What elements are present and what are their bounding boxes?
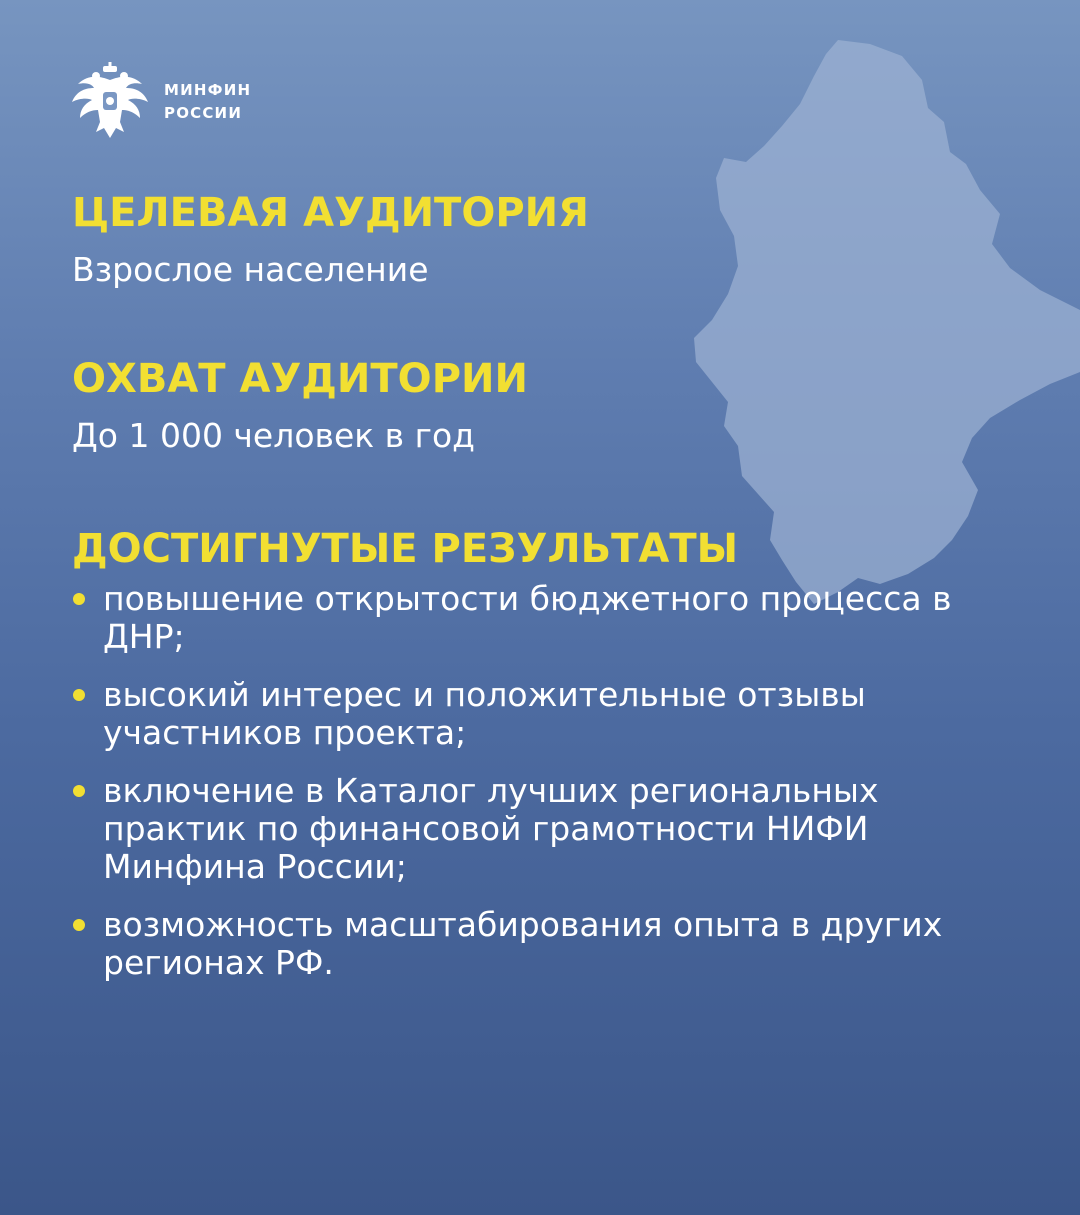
- double-headed-eagle-icon: [70, 62, 150, 142]
- reach-section: [72, 354, 952, 458]
- ministry-name-line2: РОССИИ: [164, 104, 243, 122]
- result-text: включение в Каталог лучших региональных практик по финансовой грамотности НИФИ Минфина России;: [103, 771, 879, 886]
- ministry-name: [164, 79, 251, 125]
- bullet-icon: [73, 785, 85, 797]
- result-text: возможность масштабирования опыта в других регионах РФ.: [103, 905, 943, 982]
- audience-value: Взрослое население: [72, 250, 429, 289]
- ministry-logo: [70, 62, 251, 142]
- reach-value: До 1 000 человек в год: [72, 416, 475, 455]
- audience-section: [72, 188, 952, 292]
- content: [72, 188, 952, 1002]
- bullet-icon: [73, 689, 85, 701]
- result-item-budget-openness: [72, 580, 952, 656]
- reach-heading: ОХВАТ АУДИТОРИИ: [72, 356, 528, 402]
- result-item-scaling: [72, 906, 952, 982]
- bullet-icon: [73, 593, 85, 605]
- bullet-icon: [73, 919, 85, 931]
- ministry-name-line1: МИНФИН: [164, 81, 252, 99]
- results-heading: ДОСТИГНУТЫЕ РЕЗУЛЬТАТЫ: [72, 526, 739, 572]
- result-text: высокий интерес и положительные отзывы участников проекта;: [103, 675, 866, 752]
- result-text: повышение открытости бюджетного процесса в ДНР;: [103, 579, 952, 656]
- results-list: [72, 580, 952, 982]
- result-item-participant-feedback: [72, 676, 952, 752]
- audience-heading: ЦЕЛЕВАЯ АУДИТОРИЯ: [72, 190, 589, 236]
- results-section: [72, 524, 952, 982]
- result-item-catalog-inclusion: [72, 772, 952, 886]
